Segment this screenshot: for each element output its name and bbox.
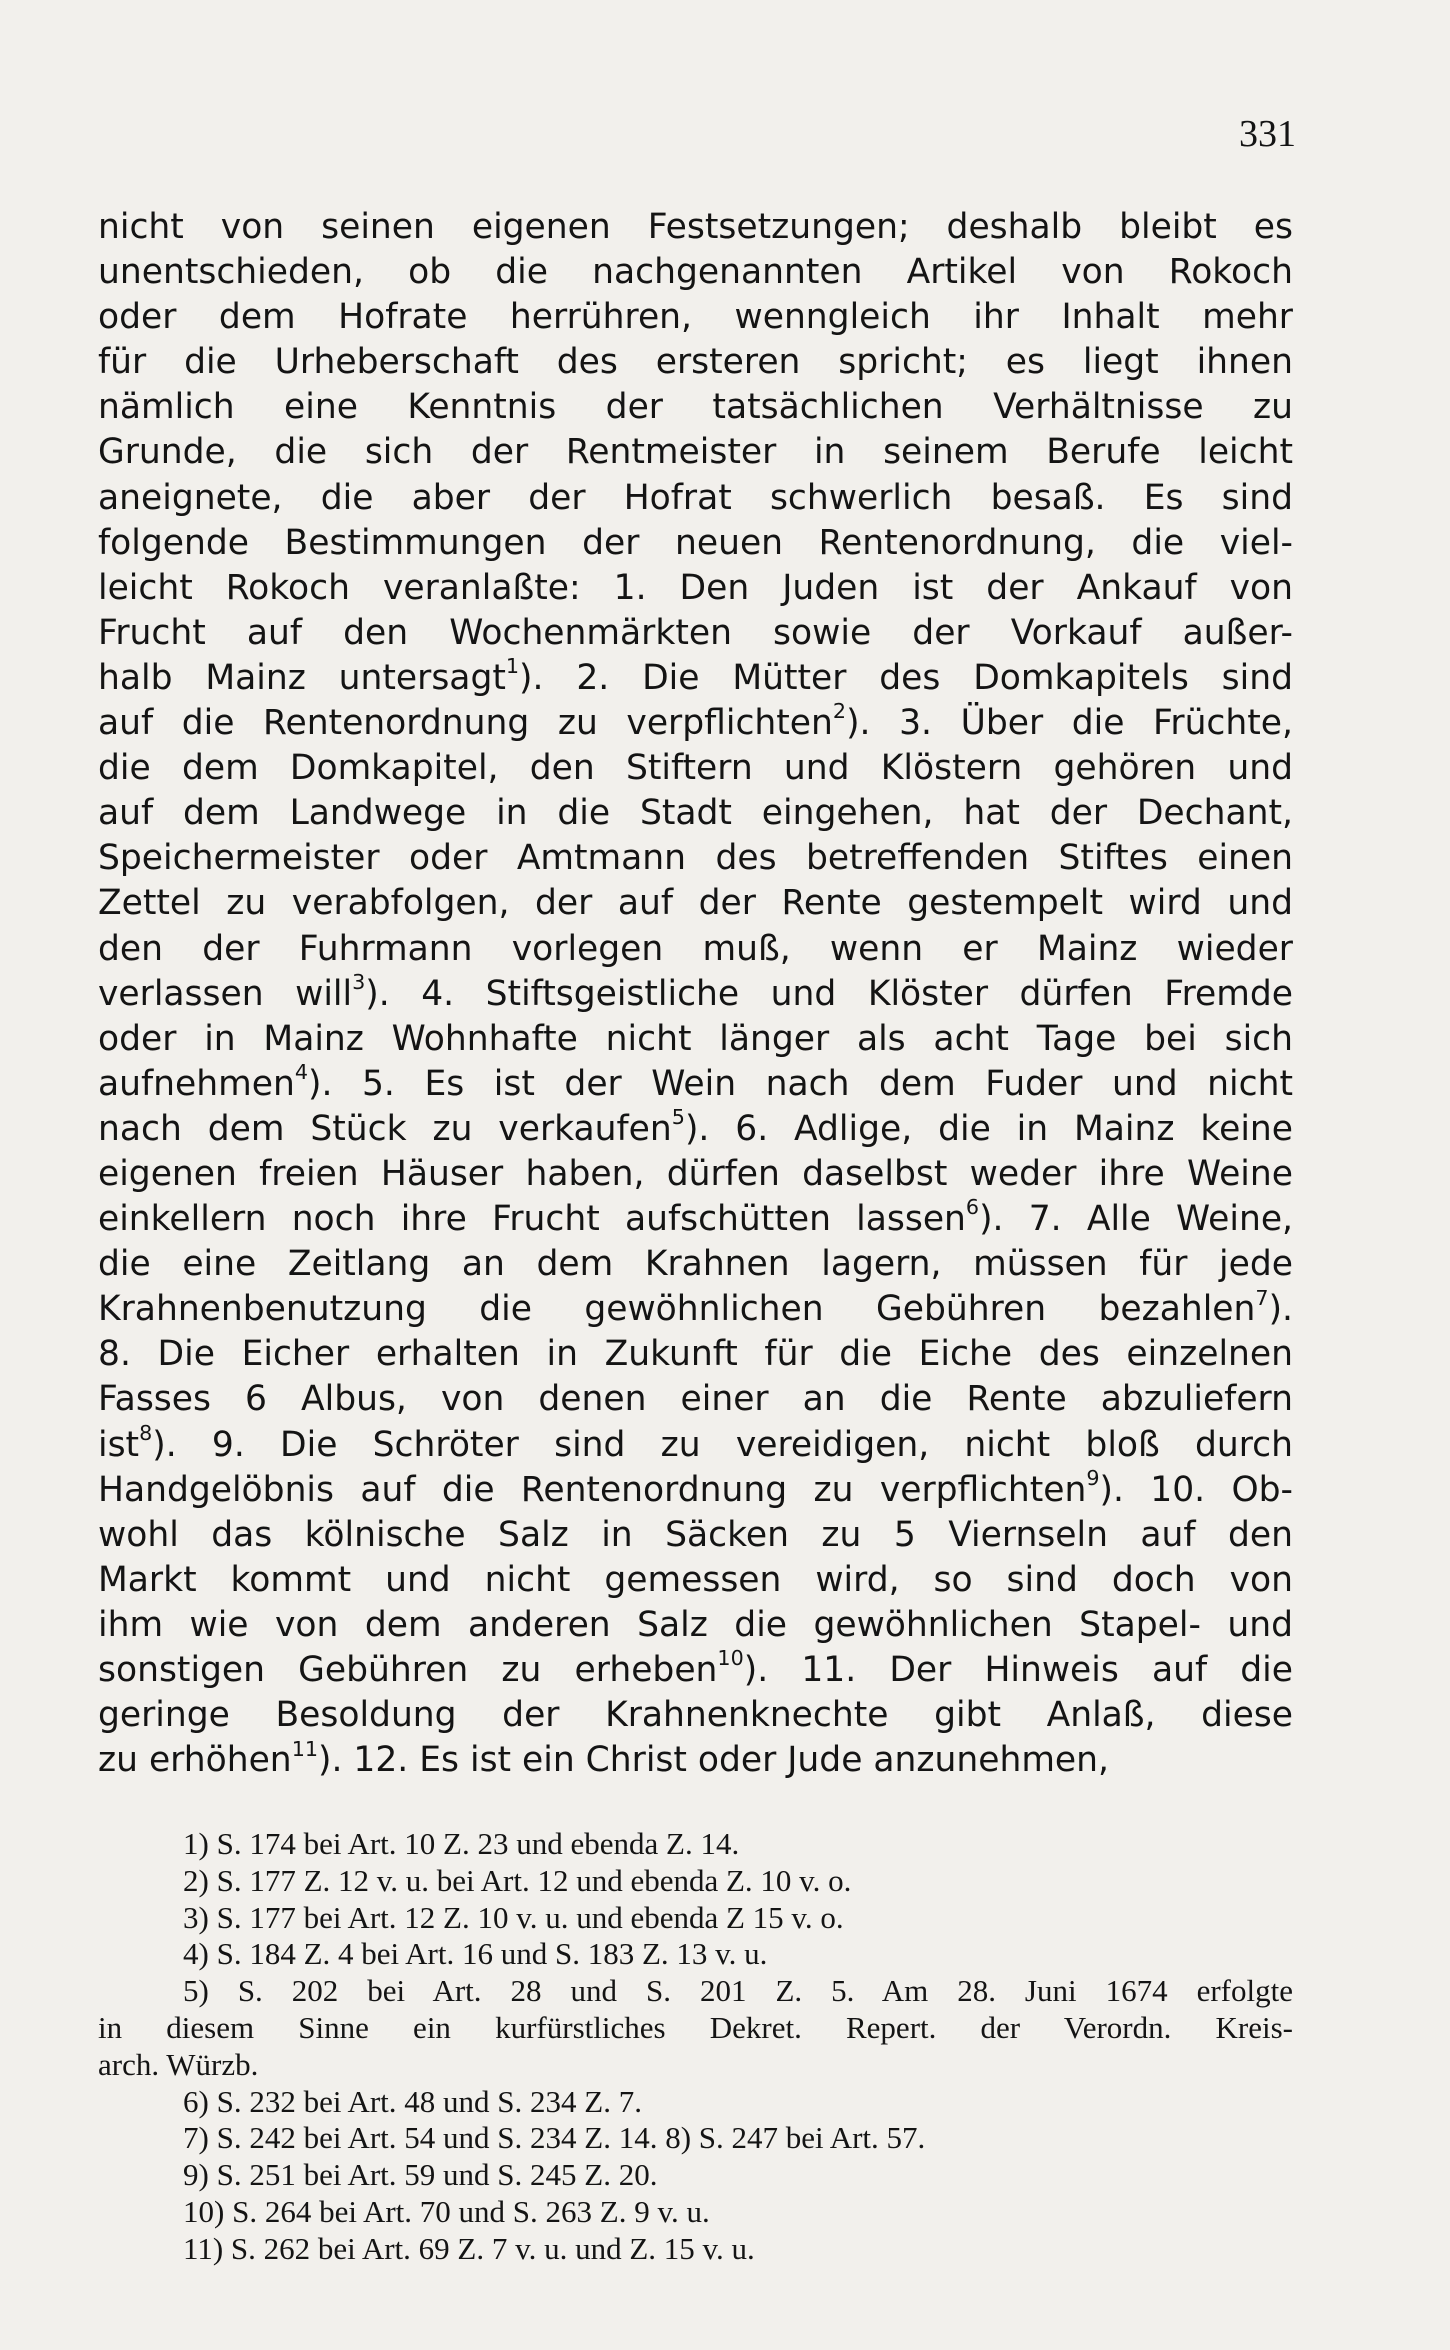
body-line bbox=[98, 521, 1293, 566]
body-line bbox=[98, 1062, 1293, 1107]
body-line bbox=[98, 1693, 1293, 1738]
body-line-text: Krahnenbenutzung die gewöhnlichen Gebühren bezahlen bbox=[98, 1289, 1256, 1330]
body-line bbox=[98, 250, 1293, 295]
body-line-text: ). 11. Der Hinweis auf die bbox=[743, 1650, 1293, 1690]
body-line-text: die eine Zeitlang an dem Krahnen lagern, müssen für jede bbox=[98, 1244, 1293, 1285]
body-line-text: einkellern noch ihre Frucht aufschütten lassen bbox=[98, 1199, 966, 1240]
body-line-text: für die Urheberschaft des ersteren spricht; es liegt ihnen bbox=[98, 342, 1293, 383]
body-line bbox=[98, 1197, 1293, 1242]
body-line bbox=[98, 430, 1293, 475]
body-line-text: ). 12. Es ist ein Christ oder Jude anzunehmen, bbox=[318, 1740, 1109, 1781]
footnote: 2) S. 177 Z. 12 v. u. bei Art. 12 und ebenda Z. 10 v. o. bbox=[183, 1862, 852, 1898]
footnote-marker: 6 bbox=[965, 1195, 980, 1220]
footnote: 6) S. 232 bei Art. 48 und S. 234 Z. 7. bbox=[183, 2083, 642, 2119]
body-line-text: Markt kommt und nicht gemessen wird, so sind doch von bbox=[98, 1559, 1293, 1600]
footnote: 5) S. 202 bei Art. 28 und S. 201 Z. 5. Am 28. Juni 1674 erfolgte bbox=[183, 1973, 1293, 2009]
body-line-text: ). 10. Ob- bbox=[1099, 1469, 1293, 1510]
body-line-text: ). 4. Stiftsgeistliche und Klöster dürfen Fremde bbox=[365, 973, 1293, 1014]
body-line bbox=[98, 1107, 1293, 1152]
body-line bbox=[98, 1152, 1293, 1197]
body-line bbox=[98, 1648, 1293, 1693]
body-line bbox=[98, 295, 1293, 340]
body-line-text: oder in Mainz Wohnhafte nicht länger als acht Tage bei sich bbox=[98, 1018, 1293, 1059]
footnote: 7) S. 242 bei Art. 54 und S. 234 Z. 14. 8) S. 247 bei Art. 57. bbox=[183, 2120, 926, 2156]
body-line-text: zu erhöhen bbox=[98, 1740, 292, 1781]
body-line-text: ). 7. Alle Weine, bbox=[979, 1199, 1294, 1240]
body-line-text: nämlich eine Kenntnis der tatsächlichen Verhältnisse zu bbox=[98, 387, 1293, 428]
footnote: 11) S. 262 bei Art. 69 Z. 7 v. u. und Z. 15 v. u. bbox=[183, 2230, 755, 2266]
body-line-text: geringe Besoldung der Krahnenknechte gibt Anlaß, diese bbox=[98, 1695, 1293, 1736]
body-line-text: ihm wie von dem anderen Salz die gewöhnlichen Stapel- und bbox=[98, 1604, 1293, 1645]
body-line-text: ). 2. Die Mütter des Domkapitels sind bbox=[519, 657, 1293, 698]
body-line bbox=[98, 340, 1293, 385]
body-line-text: auf die Rentenordnung zu verpflichten bbox=[98, 703, 833, 744]
body-line-text: ). bbox=[1268, 1289, 1293, 1330]
body-line bbox=[98, 611, 1293, 656]
footnote-marker: 2 bbox=[832, 699, 847, 724]
body-line-text: eigenen freien Häuser haben, dürfen daselbst weder ihre Weine bbox=[98, 1153, 1293, 1194]
body-line-text: ). 6. Adlige, die in Mainz keine bbox=[684, 1108, 1293, 1149]
body-line bbox=[98, 1513, 1293, 1558]
body-line bbox=[98, 1332, 1293, 1377]
body-line-text: auf dem Landwege in die Stadt eingehen, hat der Dechant, bbox=[98, 793, 1293, 834]
footnote-marker: 11 bbox=[291, 1736, 319, 1761]
page-number: 331 bbox=[1239, 113, 1296, 155]
body-text bbox=[98, 205, 1293, 1783]
body-line-text: aufnehmen bbox=[98, 1063, 295, 1104]
body-line bbox=[98, 881, 1293, 926]
body-line-text: leicht Rokoch veranlaßte: 1. Den Juden ist der Ankauf von bbox=[98, 567, 1293, 608]
body-line-text: Handgelöbnis auf die Rentenordnung zu verpflichten bbox=[98, 1469, 1087, 1510]
body-line bbox=[98, 1603, 1293, 1648]
body-line-text: Grunde, die sich der Rentmeister in seinem Berufe leicht bbox=[98, 432, 1293, 473]
body-line-text: die dem Domkapitel, den Stiftern und Klöstern gehören und bbox=[98, 748, 1293, 789]
body-line bbox=[98, 476, 1293, 521]
footnote-marker: 8 bbox=[139, 1420, 153, 1445]
body-line bbox=[98, 701, 1293, 746]
body-line bbox=[98, 1420, 1293, 1468]
body-line bbox=[98, 1377, 1293, 1422]
body-line bbox=[98, 836, 1293, 881]
footnote: 10) S. 264 bei Art. 70 und S. 263 Z. 9 v. u. bbox=[183, 2193, 710, 2229]
body-line bbox=[98, 1287, 1293, 1332]
body-line-text: wohl das kölnische Salz in Säcken zu 5 Viernseln auf den bbox=[98, 1514, 1293, 1555]
body-line-text: oder dem Hofrate herrühren, wenngleich ihr Inhalt mehr bbox=[98, 297, 1293, 338]
body-line bbox=[98, 1558, 1293, 1603]
body-line-text: Zettel zu verabfolgen, der auf der Rente gestempelt wird und bbox=[98, 883, 1293, 924]
body-line bbox=[98, 1738, 1293, 1783]
body-line-text: sonstigen Gebühren zu erheben bbox=[98, 1650, 718, 1690]
body-line-text: 8. Die Eicher erhalten in Zukunft für die Eiche des einzelnen bbox=[98, 1334, 1293, 1375]
footnote: 9) S. 251 bei Art. 59 und S. 245 Z. 20. bbox=[183, 2157, 658, 2193]
body-line-text: verlassen will bbox=[98, 973, 353, 1014]
body-line-text: ). 3. Über die Früchte, bbox=[846, 703, 1293, 744]
body-line-text: den der Fuhrmann vorlegen muß, wenn er Mainz wieder bbox=[98, 928, 1293, 969]
body-line bbox=[98, 1017, 1293, 1062]
footnote-marker: 9 bbox=[1086, 1466, 1100, 1491]
body-line-text: Frucht auf den Wochenmärkten sowie der Vorkauf außer- bbox=[98, 612, 1293, 653]
footnote-marker: 5 bbox=[671, 1105, 685, 1130]
body-line bbox=[98, 385, 1293, 430]
footnote: 1) S. 174 bei Art. 10 Z. 23 und ebenda Z. 14. bbox=[183, 1826, 740, 1861]
footnote-marker: 7 bbox=[1255, 1285, 1269, 1310]
body-line-text: ist bbox=[98, 1424, 140, 1465]
body-line-text: Fasses 6 Albus, von denen einer an die Rente abzuliefern bbox=[98, 1379, 1293, 1420]
body-line-text: nach dem Stück zu verkaufen bbox=[98, 1108, 672, 1149]
body-line bbox=[98, 927, 1293, 972]
body-line-text: Speichermeister oder Amtmann des betreffenden Stiftes einen bbox=[98, 838, 1293, 879]
body-line bbox=[98, 205, 1293, 250]
body-line-text: halb Mainz untersagt bbox=[98, 657, 506, 698]
body-line-text: unentschieden, ob die nachgenannten Artikel von Rokoch bbox=[98, 252, 1293, 293]
body-line-text: ). 9. Die Schröter sind zu vereidigen, nicht bloß durch bbox=[152, 1424, 1293, 1465]
footnote-marker: 4 bbox=[294, 1060, 308, 1085]
footnotes bbox=[98, 1826, 1293, 2268]
body-line bbox=[98, 972, 1293, 1017]
footnote: 4) S. 184 Z. 4 bei Art. 16 und S. 183 Z. 13 v. u. bbox=[183, 1936, 768, 1972]
footnote-marker: 1 bbox=[505, 654, 520, 679]
body-line-text: aneignete, die aber der Hofrat schwerlich besaß. Es sind bbox=[98, 477, 1293, 518]
body-line bbox=[98, 791, 1293, 836]
body-line-text: ). 5. Es ist der Wein nach dem Fuder und nicht bbox=[307, 1063, 1293, 1104]
body-line-text: nicht von seinen eigenen Festsetzungen; deshalb bleibt es bbox=[98, 207, 1293, 247]
body-line bbox=[98, 1242, 1293, 1287]
footnote: 3) S. 177 bei Art. 12 Z. 10 v. u. und ebenda Z 15 v. o. bbox=[183, 1899, 844, 1935]
body-line bbox=[98, 746, 1293, 791]
body-line-text: folgende Bestimmungen der neuen Rentenordnung, die viel- bbox=[98, 522, 1293, 563]
footnote-marker: 3 bbox=[352, 970, 366, 994]
footnote-marker: 10 bbox=[717, 1646, 744, 1671]
footnote: arch. Würzb. bbox=[98, 2046, 259, 2082]
body-line bbox=[98, 1468, 1293, 1513]
body-line bbox=[98, 656, 1293, 701]
body-line bbox=[98, 566, 1293, 611]
footnote: in diesem Sinne ein kurfürstliches Dekret. Repert. der Verordn. Kreis- bbox=[98, 2009, 1293, 2045]
